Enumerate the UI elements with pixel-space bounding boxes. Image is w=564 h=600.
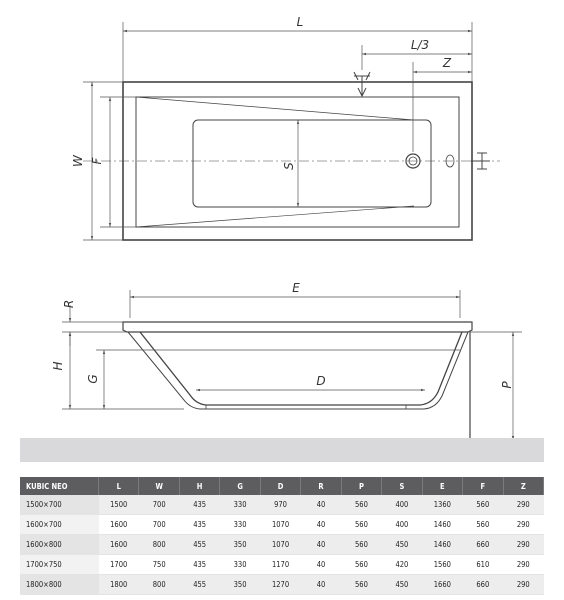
table-cell: 455 [179, 535, 219, 555]
table-cell: 1070 [260, 515, 300, 535]
model-size-cell: 1700×750 [20, 555, 99, 575]
table-cell: 970 [260, 495, 300, 515]
table-cell: 455 [179, 575, 219, 595]
column-header: F [463, 477, 503, 495]
table-cell: 290 [503, 575, 543, 595]
table-cell: 290 [503, 515, 543, 535]
table-cell: 560 [341, 535, 381, 555]
table-row [20, 495, 544, 515]
table-cell: 400 [382, 495, 422, 515]
label-H: H [51, 361, 65, 371]
tap-icon-right [471, 153, 490, 169]
table-cell: 400 [382, 515, 422, 535]
table-cell: 435 [179, 495, 219, 515]
side-view [123, 322, 472, 440]
column-header: D [260, 477, 300, 495]
table-cell: 290 [503, 555, 543, 575]
table-cell: 660 [463, 575, 503, 595]
table-cell: 1460 [422, 535, 462, 555]
column-header: S [382, 477, 422, 495]
top-view [83, 72, 500, 240]
model-size-cell: 1500×700 [20, 495, 99, 515]
table-cell: 560 [463, 515, 503, 535]
table-cell: 450 [382, 535, 422, 555]
label-E: E [292, 281, 300, 295]
label-L: L [296, 15, 304, 29]
table-cell: 700 [139, 495, 179, 515]
table-cell: 290 [503, 535, 543, 555]
table-cell: 330 [220, 555, 260, 575]
label-Z: Z [442, 56, 452, 70]
column-header: Z [503, 477, 543, 495]
table-cell: 1800 [99, 575, 139, 595]
table-cell: 350 [220, 575, 260, 595]
table-cell: 1070 [260, 535, 300, 555]
table-body [20, 495, 544, 595]
table-cell: 800 [139, 535, 179, 555]
table-cell: 435 [179, 515, 219, 535]
table-row [20, 555, 544, 575]
table-cell: 1500 [99, 495, 139, 515]
table-row [20, 575, 544, 595]
table-cell: 330 [220, 515, 260, 535]
label-R: R [62, 299, 76, 309]
backrest-line-top [136, 97, 414, 120]
column-header: P [341, 477, 381, 495]
label-S: S [282, 162, 296, 170]
column-header: G [220, 477, 260, 495]
dimensions-table [20, 477, 544, 595]
table-cell: 560 [463, 495, 503, 515]
column-header: H [179, 477, 219, 495]
table-cell: 450 [382, 575, 422, 595]
table-cell: 1600 [99, 515, 139, 535]
column-header: KUBIC NEO [20, 477, 99, 495]
table-cell: 1560 [422, 555, 462, 575]
table-cell: 420 [382, 555, 422, 575]
table-cell: 350 [220, 535, 260, 555]
label-D: D [316, 374, 326, 388]
column-header: E [422, 477, 462, 495]
table-cell: 1660 [422, 575, 462, 595]
table-cell: 40 [301, 555, 341, 575]
backrest-line-bottom [136, 206, 414, 227]
table-cell: 700 [139, 515, 179, 535]
table-cell: 610 [463, 555, 503, 575]
table-cell: 560 [341, 515, 381, 535]
tub-body-outer [140, 332, 462, 405]
model-size-cell: 1800×800 [20, 575, 99, 595]
table-cell: 40 [301, 515, 341, 535]
column-header: R [301, 477, 341, 495]
model-size-cell: 1600×800 [20, 535, 99, 555]
table-cell: 1270 [260, 575, 300, 595]
tub-rim-side [123, 322, 472, 332]
table-cell: 750 [139, 555, 179, 575]
table-cell: 560 [341, 495, 381, 515]
table-cell: 560 [341, 575, 381, 595]
table-cell: 1360 [422, 495, 462, 515]
tub-body-inner [128, 332, 468, 409]
table-cell: 290 [503, 495, 543, 515]
table-row [20, 535, 544, 555]
table-cell: 40 [301, 535, 341, 555]
table-cell: 40 [301, 575, 341, 595]
side-view-dimensions [62, 290, 522, 440]
column-header: L [99, 477, 139, 495]
floor-band [20, 438, 544, 462]
label-L3: L/3 [410, 38, 430, 52]
table-row [20, 515, 544, 535]
table-cell: 330 [220, 495, 260, 515]
basin-floor [193, 120, 431, 207]
tap-icon-top [354, 72, 370, 96]
table-cell: 560 [341, 555, 381, 575]
label-G: G [86, 374, 100, 384]
table-cell: 435 [179, 555, 219, 575]
label-P: P [500, 381, 514, 389]
table-cell: 1460 [422, 515, 462, 535]
table-cell: 1170 [260, 555, 300, 575]
label-W: W [71, 155, 85, 167]
table-cell: 800 [139, 575, 179, 595]
model-size-cell: 1600×700 [20, 515, 99, 535]
column-header: W [139, 477, 179, 495]
table-cell: 1600 [99, 535, 139, 555]
label-F: F [90, 157, 104, 165]
table-cell: 1700 [99, 555, 139, 575]
table-header-row [20, 477, 544, 495]
table-cell: 40 [301, 495, 341, 515]
table-cell: 660 [463, 535, 503, 555]
